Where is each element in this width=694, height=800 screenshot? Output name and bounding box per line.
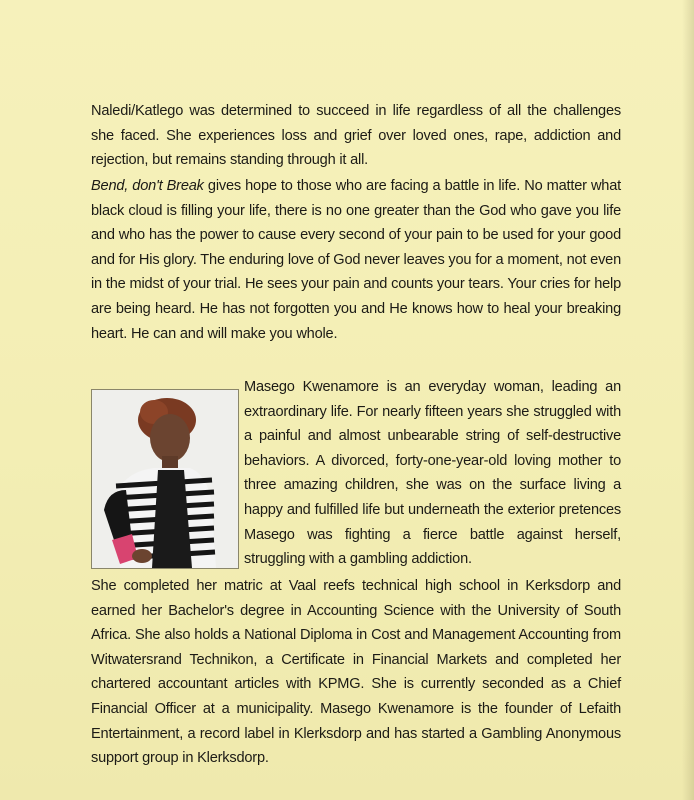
blurb-paragraph-2-body: gives hope to those who are facing a battle in life. No matter what black cloud is filling your life, there is no one greater than the God who gave you life and who has the power to cause every second of your pain to be used for your good and for His glory. The enduring love of God never leaves you for a moment, not even in the midst of your trial. He sees your pain and counts your tears. Your cries for help are being heard. He has not forgotten you and He knows how to heal your breaking heart. He can and will make you whole. <box>91 178 621 342</box>
author-photo <box>91 389 239 569</box>
author-bio-intro: Masego Kwenamore is an everyday woman, leading an extraordinary life. For nearly fifteen years she struggled with a painful and almost unbearable string of self-destructive behaviors. A divorced, forty-one-year-old loving mother to three amazing children, she was on the surface living a happy and fulfilled life but underneath the exterior pretences Masego was fighting a fierce battle against herself, struggling with a gambling addiction. <box>244 379 621 568</box>
author-portrait-icon <box>92 390 238 568</box>
blurb-paragraph-2 <box>91 174 621 346</box>
page-edge-shadow <box>682 0 694 800</box>
blurb-paragraph-1: Naledi/Katlego was determined to succeed in life regardless of all the challenges she faced. She experiences loss and grief over loved ones, rape, addiction and rejection, but remains standing through it all. <box>91 103 621 169</box>
book-title: Bend, don't Break <box>91 178 204 194</box>
author-bio-education: She completed her matric at Vaal reefs technical high school in Kerksdorp and earned her Bachelor's degree in Accounting Science with the University of South Africa. She also holds a National Diploma in Cost and Management Accounting from Witwatersrand Technikon, a Certificate in Financial Markets and completed her chartered accountant articles with KPMG. She is currently seconded as a Chief Financial Officer at a municipality. Masego Kwenamore is the founder of Lefaith Entertainment, a record label in Klerksdorp and has started a Gambling Anonymous support group in Klerksdorp. <box>91 578 621 767</box>
